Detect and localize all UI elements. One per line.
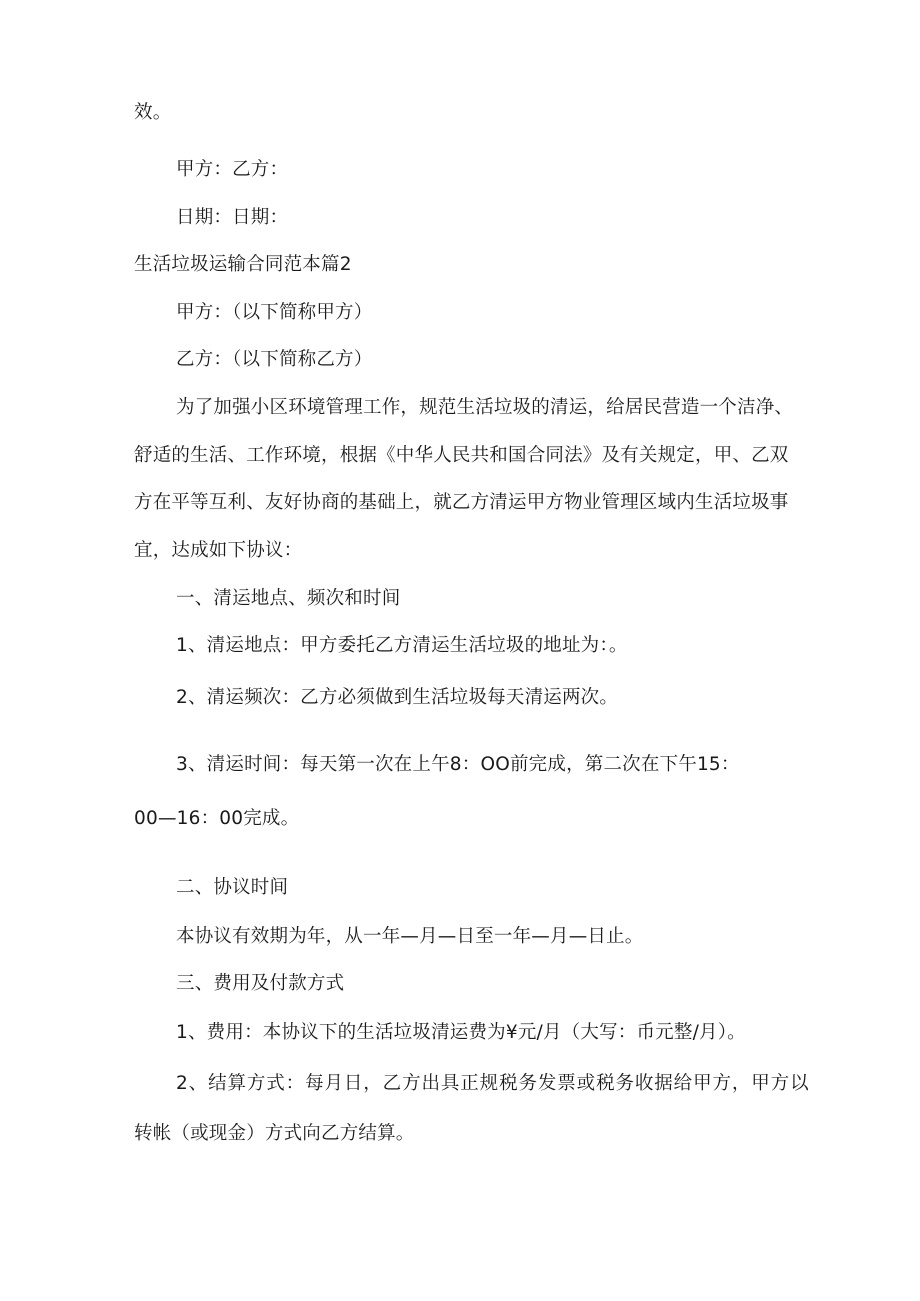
paragraph-tail: 效。	[134, 102, 172, 123]
heading-two: 二、协议时间	[176, 877, 289, 898]
clause-1-2: 2、清运频次：乙方必须做到生活垃圾每天清运两次。	[176, 687, 619, 708]
clause-1-3-line-1: 3、清运时间：每天第一次在上午8：OO前完成，第二次在下午15：	[176, 754, 740, 775]
heading-one: 一、清运地点、频次和时间	[176, 588, 401, 609]
intro-paragraph-line-4: 宜，达成如下协议：	[134, 540, 303, 561]
clause-3-2-line-1: 2、结算方式：每月日，乙方出具正规税务发票或税务收据给甲方，甲方以	[176, 1073, 810, 1094]
section-title: 生活垃圾运输合同范本篇2	[134, 254, 352, 275]
intro-paragraph-line-3: 方在平等互利、友好协商的基础上，就乙方清运甲方物业管理区域内生活垃圾事	[134, 492, 789, 513]
party-b-line: 乙方：（以下简称乙方）	[176, 349, 373, 370]
party-a-line: 甲方：（以下简称甲方）	[176, 302, 373, 323]
date-signature-line: 日期：日期：	[176, 207, 289, 228]
intro-paragraph-line-2: 舒适的生活、工作环境，根据《中华人民共和国合同法》及有关规定，甲、乙双	[134, 445, 789, 466]
intro-paragraph-line-1: 为了加强小区环境管理工作，规范生活垃圾的清运，给居民营造一个洁净、	[176, 397, 794, 418]
clause-1-1: 1、清运地点：甲方委托乙方清运生活垃圾的地址为：。	[176, 635, 628, 656]
party-signature-line: 甲方：乙方：	[176, 159, 289, 180]
clause-3-2-line-2: 转帐（或现金）方式向乙方结算。	[134, 1123, 415, 1144]
clause-2-text: 本协议有效期为年，从一年—月—日至一年—月—日止。	[176, 926, 644, 947]
heading-three: 三、费用及付款方式	[176, 973, 345, 994]
clause-1-3-line-2: 00—16：00完成。	[134, 808, 300, 829]
clause-3-1: 1、费用：本协议下的生活垃圾清运费为¥元/月（大写：币元整/月）。	[176, 1022, 746, 1043]
